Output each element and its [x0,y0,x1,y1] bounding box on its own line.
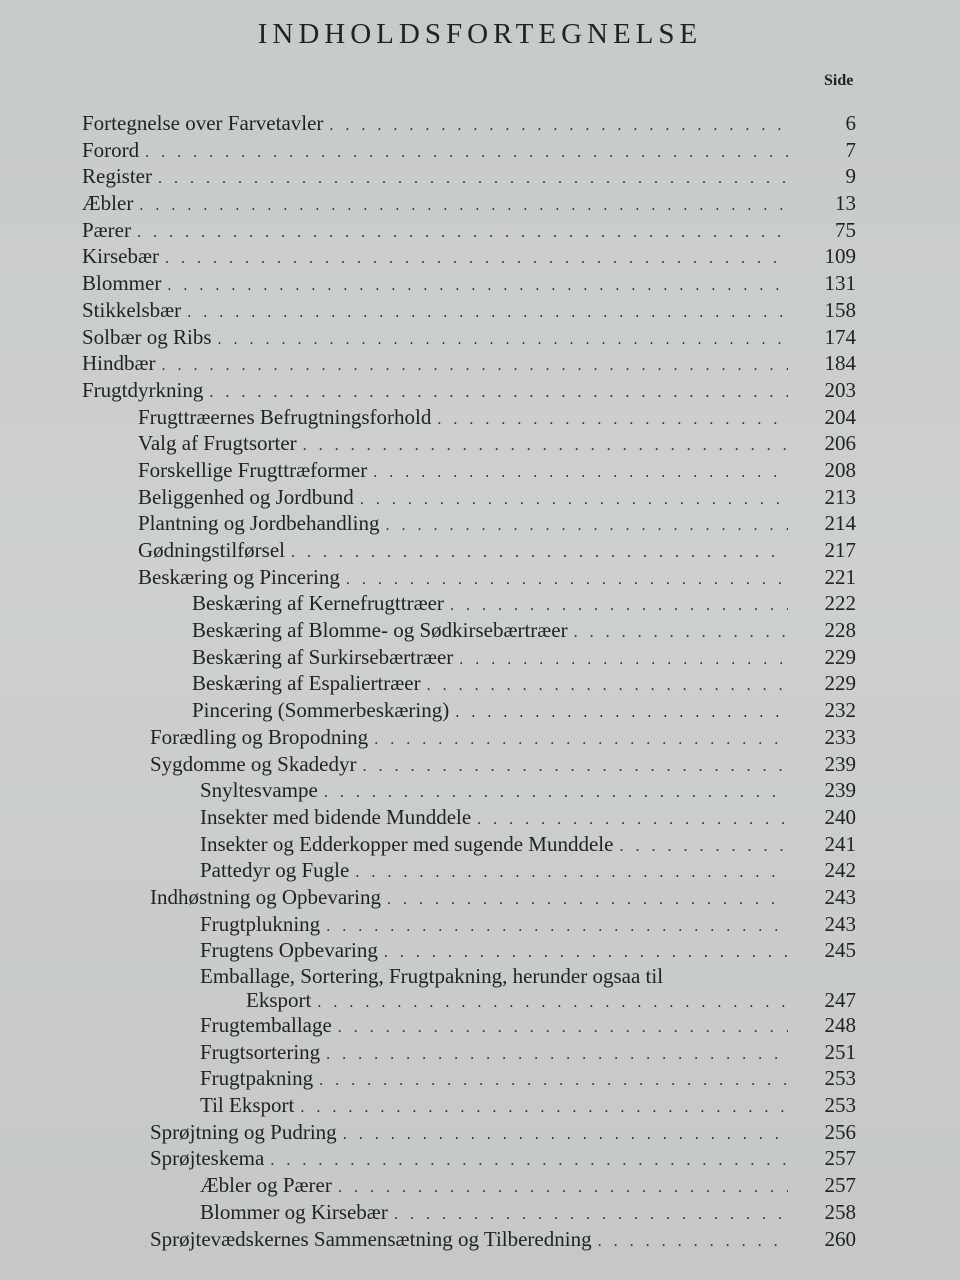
toc-entry-label: Frugtsortering [200,1039,321,1064]
toc-entry [0,137,960,164]
toc-entry [0,243,960,270]
toc-entry-page: 232 [824,698,856,723]
dot-leader [165,246,788,273]
dot-leader [326,1042,788,1069]
toc-entry-label: Sprøjteskema [150,1146,265,1171]
toc-entry [0,1065,960,1092]
toc-entry [0,537,960,564]
dot-leader [324,780,788,807]
dot-leader [360,487,788,514]
dot-leader [427,673,788,700]
toc-entry-label: Solbær og Ribs [82,324,212,349]
toc-entry-label: Æbler [82,191,134,216]
toc-entry-label: Frugtdyrkning [82,377,204,402]
toc-entry [0,857,960,884]
toc-entry-label: Gødningstilførsel [138,538,285,562]
toc-entry-page: 174 [824,324,856,349]
toc-entry-label: Stikkelsbær [82,297,182,322]
toc-entry-label: Frugtemballage [200,1013,332,1037]
toc-entry-label: Pærer [82,217,131,242]
toc-entry-page: 203 [824,377,856,402]
toc-entry-label: Beskæring af Espaliertræer [192,671,421,696]
toc-entry [0,804,960,831]
toc-entry-label: Hindbær [82,351,156,376]
toc-entry-page: 253 [824,1093,856,1118]
toc-entry-label: Sprøjtevædskernes Sammensætning og Tilberedning [150,1226,592,1251]
toc-entry-page: 257 [824,1173,856,1198]
toc-entry-label: Frugtens Opbevaring [200,938,378,963]
toc-entry-page: 214 [824,511,856,536]
toc-entry-page: 75 [835,217,856,242]
dot-leader [329,113,788,140]
dot-leader [384,940,788,967]
toc-entry-page: 229 [824,671,856,696]
toc-entry-page: 229 [824,644,856,669]
toc-entry-label: Frugttræernes Befrugtningsforhold [138,404,432,429]
dot-leader [387,887,788,914]
dot-leader [218,327,788,354]
toc-entry [0,217,960,244]
toc-entry [0,510,960,537]
toc-entry [0,430,960,457]
toc-entry-label: Indhøstning og Opbevaring [150,884,381,909]
toc-entry-page: 260 [824,1226,856,1251]
toc-entry [0,697,960,724]
dot-leader [374,727,788,754]
toc-entry-label-continued [200,988,960,1015]
toc-entry [0,1226,960,1253]
toc-entry [0,163,960,190]
toc-entry [0,297,960,324]
toc-entry [0,911,960,938]
toc-entry [0,884,960,911]
toc-entry [0,831,960,858]
toc-entry-label: Fortegnelse over Farvetavler [82,111,324,135]
toc-entry-page: 184 [824,351,856,376]
page-title: INDHOLDSFORTEGNELSE [257,18,703,50]
dot-leader [437,407,788,434]
toc-entry [0,350,960,377]
toc-entry-page: 241 [824,831,856,856]
toc-entry [0,1199,960,1226]
dot-leader [574,620,788,647]
toc-entry-page: 6 [845,111,856,135]
toc-entry-page: 109 [824,244,856,269]
toc-entry [0,1039,960,1066]
dot-leader [338,1175,788,1202]
dot-leader [270,1148,788,1175]
dot-leader [394,1202,788,1229]
toc-entry-label: Blommer [82,271,162,296]
toc-entry-page: 245 [824,938,856,963]
dot-leader [338,1015,788,1042]
toc-entry-page: 247 [824,988,856,1012]
toc-entry-page: 240 [824,804,856,829]
toc-entry [0,1172,960,1199]
toc-entry-label: Frugtpakning [200,1066,314,1091]
dot-leader [385,513,788,540]
toc-entry [0,1145,960,1172]
dot-leader [362,754,788,781]
toc-entry-page: 131 [824,271,856,296]
toc-entry-label: Beskæring af Surkirsebærtræer [192,644,454,669]
toc-entry [0,1012,960,1039]
toc-entry-page: 243 [824,911,856,936]
toc-entry-label: Forskellige Frugttræformer [138,457,368,482]
toc-entry-label: Kirsebær [82,244,159,269]
dot-leader [326,914,788,941]
dot-leader [598,1229,788,1256]
toc-entry [0,670,960,697]
toc-entry [0,1092,960,1119]
toc-entry [0,617,960,644]
dot-leader [187,300,788,327]
toc-entry-page: 251 [824,1039,856,1064]
dot-leader [145,140,788,167]
toc-entry-label: Pattedyr og Fugle [200,858,350,883]
dot-leader [137,220,788,247]
toc-entry-page: 257 [824,1146,856,1171]
toc-entry-page: 213 [824,484,856,509]
toc-entry [0,937,960,964]
toc-entry [0,110,960,137]
toc-entry [0,270,960,297]
toc-entry-label: Snyltesvampe [200,778,318,803]
toc-entry-page: 13 [835,191,856,216]
toc-entry-page: 217 [824,538,856,562]
dot-leader [346,567,788,594]
dot-leader [158,166,788,193]
toc-entry [0,484,960,511]
toc-entry-label: Pincering (Sommerbeskæring) [192,698,450,723]
toc-entry [0,190,960,217]
dot-leader [459,647,788,674]
toc-entry [0,590,960,617]
dot-leader [455,700,788,727]
dot-leader [477,807,788,834]
toc-entry-label: Plantning og Jordbehandling [138,511,380,536]
toc-entry-page: 253 [824,1066,856,1091]
toc-entry-page: 206 [824,431,856,456]
dot-leader [343,1122,788,1149]
dot-leader [619,834,788,861]
toc-entry-page: 204 [824,404,856,429]
toc-entry-page: 208 [824,457,856,482]
toc-entry-label: Beskæring af Blomme- og Sødkirsebærtræer [192,618,568,643]
dot-leader [291,540,788,567]
dot-leader [373,460,788,487]
toc-entry-label: Sygdomme og Skadedyr [150,751,357,776]
toc-entry-page: 7 [845,137,856,162]
toc-entry-label: Insekter og Edderkopper med sugende Munddele [200,831,614,856]
toc-entry [0,324,960,351]
toc-entry [0,964,960,1012]
toc-entry-page: 239 [824,778,856,803]
toc-entry-label: Æbler og Pærer [200,1173,332,1198]
toc-entry-page: 239 [824,751,856,776]
toc-entry-label: Forord [82,137,140,162]
toc-entry-page: 221 [824,564,856,589]
toc-entry-page: 228 [824,618,856,643]
toc-entry-label: Frugtplukning [200,911,321,936]
table-of-contents [0,110,960,1252]
toc-entry-page: 243 [824,884,856,909]
toc-entry-label: Eksport [246,988,312,1012]
toc-entry [0,751,960,778]
toc-entry-page: 158 [824,297,856,322]
dot-leader [162,353,789,380]
toc-entry-page: 248 [824,1013,856,1037]
dot-leader [300,1095,788,1122]
toc-entry [0,404,960,431]
toc-entry-label: Insekter med bidende Munddele [200,804,472,829]
toc-entry-label: Valg af Frugtsorter [138,431,297,456]
dot-leader [209,380,788,407]
toc-entry-page: 233 [824,724,856,749]
toc-entry-page: 9 [845,164,856,189]
toc-entry-label: Beliggenhed og Jordbund [138,484,354,509]
toc-entry [0,564,960,591]
toc-entry-label: Beskæring og Pincering [138,564,340,589]
toc-entry [0,457,960,484]
dot-leader [167,273,788,300]
toc-entry-label: Sprøjtning og Pudring [150,1119,337,1144]
dot-leader [139,193,788,220]
toc-entry-label: Beskæring af Kernefrugttræer [192,591,444,616]
dot-leader [319,1068,788,1095]
dot-leader [355,860,788,887]
toc-entry-label: Emballage, Sortering, Frugtpakning, herunder ogsaa til [200,964,664,988]
toc-entry [0,777,960,804]
toc-entry-label: Til Eksport [200,1093,295,1118]
dot-leader [303,433,788,460]
toc-entry-page: 256 [824,1119,856,1144]
toc-entry-label: Forædling og Bropodning [150,724,369,749]
page-column-header: Side [824,72,854,89]
toc-entry-page: 258 [824,1199,856,1224]
toc-entry [0,377,960,404]
toc-entry-label: Blommer og Kirsebær [200,1199,388,1224]
toc-entry-page: 242 [824,858,856,883]
dot-leader [450,593,788,620]
toc-entry-page: 222 [824,591,856,616]
toc-entry [0,1119,960,1146]
toc-entry-label: Register [82,164,152,189]
toc-entry [0,644,960,671]
toc-entry [0,724,960,751]
